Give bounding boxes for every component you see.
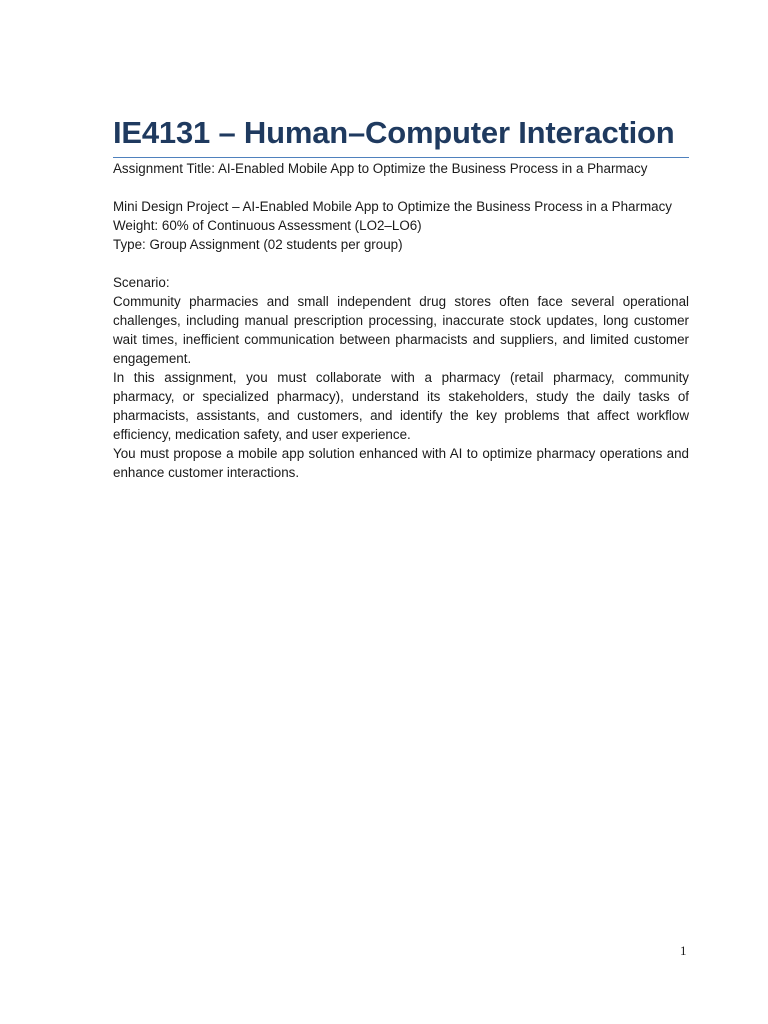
project-line: Mini Design Project – AI-Enabled Mobile App to Optimize the Business Process in a Pharmacy	[113, 199, 672, 214]
scenario-paragraph: Community pharmacies and small independent drug stores often face several operational challenges, including manual prescription processing, inaccurate stock updates, long customer wait times, inefficient communication between pharmacists and suppliers, and limited customer engagement.	[113, 294, 689, 366]
weight-line: Weight: 60% of Continuous Assessment (LO2–LO6)	[113, 218, 422, 233]
document-title: IE4131 – Human–Computer Interaction	[113, 112, 689, 158]
spacer	[113, 178, 689, 197]
scenario-heading: Scenario:	[113, 275, 170, 290]
document-body	[113, 112, 689, 482]
assignment-title: Assignment Title: AI-Enabled Mobile App to Optimize the Business Process in a Pharmacy	[113, 161, 648, 176]
scenario-paragraph: In this assignment, you must collaborate with a pharmacy (retail pharmacy, community pharmacy, or specialized pharmacy), understand its stakeholders, study the daily tasks of pharmacists, assistants, and customers, and identify the key problems that affect workflow efficiency, medication safety, and user experience.	[113, 370, 689, 442]
scenario-paragraph: You must propose a mobile app solution enhanced with AI to optimize pharmacy operations and enhance customer interactions.	[113, 446, 689, 480]
page-number: 1	[680, 943, 687, 958]
type-line: Type: Group Assignment (02 students per group)	[113, 237, 403, 252]
spacer	[113, 254, 689, 273]
